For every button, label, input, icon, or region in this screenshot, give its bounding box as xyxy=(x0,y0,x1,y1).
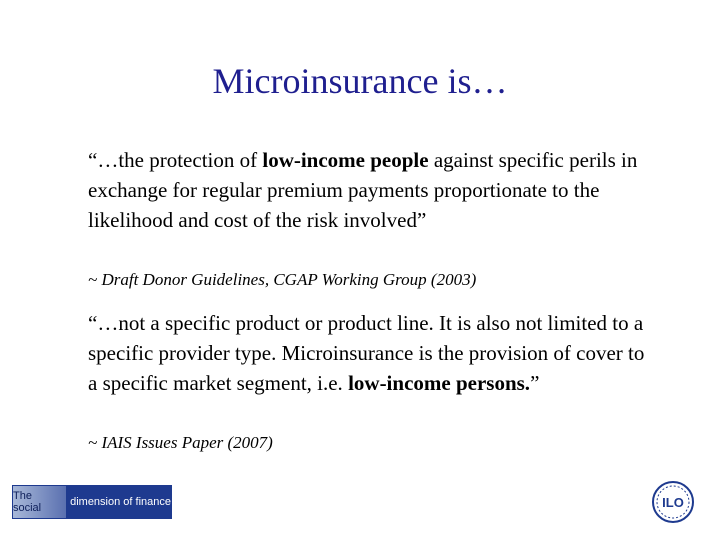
ilo-logo-icon xyxy=(651,480,695,524)
citation-iais: ~ IAIS Issues Paper (2007) xyxy=(88,433,273,452)
social-finance-banner xyxy=(12,485,172,519)
slide-title: Microinsurance is… xyxy=(212,61,508,101)
quote-iais-part2: ” xyxy=(530,371,540,395)
quote-cgap-part1: “…the protection of xyxy=(88,148,263,172)
citation-cgap: ~ Draft Donor Guidelines, CGAP Working Group (2003) xyxy=(88,270,477,289)
banner-right-text: dimension of finance xyxy=(66,486,171,518)
quote-cgap-bold: low-income people xyxy=(262,148,429,172)
quote-iais-bold: low-income persons. xyxy=(348,371,531,395)
quote-cgap xyxy=(88,145,648,235)
quote-cgap-part2: against specific perils in exchange for regular premium payments proportionate to the likelihood and cost of the risk involved” xyxy=(88,148,638,232)
quote-iais-part1: “…not a specific product or product line. It is also not limited to a specific provider type. Microinsurance is the provision of cover to a specific market segment, i.e. xyxy=(88,311,645,395)
ilo-logo-text: ILO xyxy=(662,495,684,510)
banner-left-text: The social xyxy=(13,486,66,518)
quote-iais xyxy=(88,308,648,398)
